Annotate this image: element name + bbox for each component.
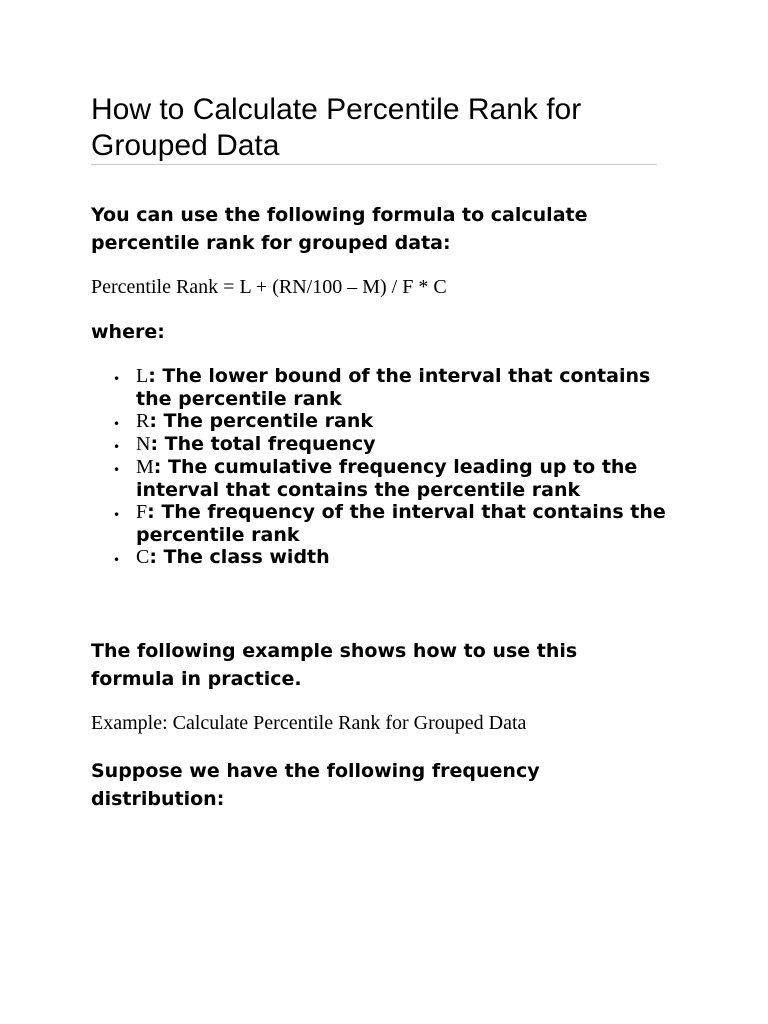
bullet-icon: • <box>113 508 121 522</box>
bullet-icon: • <box>113 372 121 386</box>
list-item <box>91 365 691 410</box>
definition-text: : The percentile rank <box>149 410 374 432</box>
definition-symbol: C <box>136 546 150 568</box>
definition-text: : The cumulative frequency leading up to the interval that contains the percentile rank <box>136 456 638 501</box>
example-intro-paragraph: The following example shows how to use this formula in practice. <box>91 640 578 690</box>
definition-symbol: M <box>136 456 154 478</box>
definition-symbol: F <box>136 501 148 523</box>
bullet-icon: • <box>113 463 121 477</box>
bullet-icon: • <box>113 417 121 431</box>
suppose-paragraph: Suppose we have the following frequency distribution: <box>91 760 540 810</box>
title-divider <box>91 164 657 165</box>
list-item <box>91 433 691 456</box>
list-item <box>91 410 691 433</box>
definition-text: : The total frequency <box>150 433 376 455</box>
list-item <box>91 546 691 569</box>
list-item <box>91 456 691 501</box>
definition-symbol: L <box>136 365 149 387</box>
definition-text: : The frequency of the interval that contains the percentile rank <box>136 501 666 546</box>
page-title: How to Calculate Percentile Rank for Grouped Data <box>91 93 582 162</box>
definition-text: : The class width <box>149 546 330 568</box>
bullet-icon: • <box>113 553 121 567</box>
example-heading: Example: Calculate Percentile Rank for Grouped Data <box>91 712 527 734</box>
definition-text: : The lower bound of the interval that contains the percentile rank <box>136 365 651 410</box>
bullet-icon: • <box>113 440 121 454</box>
list-item <box>91 501 691 546</box>
definition-symbol: N <box>136 433 151 455</box>
intro-paragraph: You can use the following formula to calculate percentile rank for grouped data: <box>91 204 588 254</box>
definition-list <box>91 365 691 569</box>
formula: Percentile Rank = L + (RN/100 – M) / F * C <box>91 276 447 298</box>
where-label: where: <box>91 321 165 343</box>
definition-symbol: R <box>136 410 150 432</box>
